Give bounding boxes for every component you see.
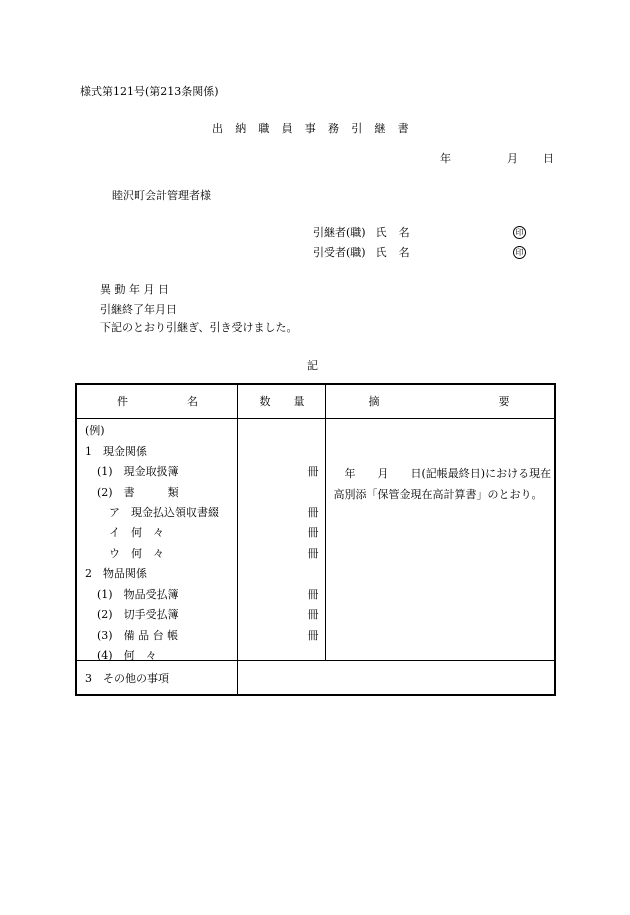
description-text: 年 月 日(記帳最終日)における現在高別添「保管金現在高計算書」のとおり。 bbox=[333, 467, 552, 501]
header-desc-b: 要 bbox=[498, 395, 510, 408]
receiver-role: 引受者(職) bbox=[313, 246, 366, 259]
unit-label: 冊 bbox=[307, 608, 319, 621]
table-row: 2 物品関係 bbox=[85, 567, 147, 580]
other-matters-value bbox=[237, 661, 555, 696]
header-desc-a: 摘 bbox=[368, 395, 380, 408]
transferor-name-label2: 名 bbox=[398, 226, 410, 239]
transferor-name-label: 氏 bbox=[375, 226, 387, 239]
unit-label: 冊 bbox=[307, 547, 319, 560]
unit-label: 冊 bbox=[307, 588, 319, 601]
receiver-seal-icon: 印 bbox=[513, 246, 526, 259]
end-date-label: 引継終了年月日 bbox=[100, 303, 177, 316]
header-qty-b: 量 bbox=[293, 395, 305, 408]
header-qty-a: 数 bbox=[259, 395, 271, 408]
other-matters-label: 3 その他の事項 bbox=[76, 661, 237, 696]
header-qty bbox=[237, 384, 325, 419]
addressee: 睦沢町会計管理者様 bbox=[112, 189, 211, 202]
transferor-seal-icon: 印 bbox=[513, 226, 526, 239]
form-number: 様式第121号(第213条関係) bbox=[80, 85, 219, 98]
table-header-row bbox=[76, 384, 555, 419]
header-item-a: 件 bbox=[117, 395, 128, 408]
statement: 下記のとおり引継ぎ、引き受けました。 bbox=[100, 321, 298, 334]
items-cell bbox=[76, 419, 237, 661]
receiver-row bbox=[313, 247, 410, 258]
table-row: (4) 何 々 bbox=[97, 649, 157, 662]
table-row: (3) 備 品 台 帳 bbox=[97, 629, 179, 642]
transferor-row bbox=[313, 227, 410, 238]
table-row: (2) 切手受払簿 bbox=[97, 608, 179, 621]
header-desc bbox=[325, 384, 555, 419]
table-row: イ 何 々 bbox=[109, 526, 164, 539]
document-title: 出納職員事務引継書 bbox=[212, 122, 421, 135]
unit-label: 冊 bbox=[307, 506, 319, 519]
description-cell bbox=[325, 419, 555, 661]
table-body-row bbox=[76, 419, 555, 661]
transfer-table bbox=[75, 383, 556, 696]
unit-label: 冊 bbox=[307, 465, 319, 478]
receiver-name-label: 氏 bbox=[375, 246, 387, 259]
table-row: ア 現金払込領収書綴 bbox=[109, 506, 219, 519]
table-row: (1) 物品受払簿 bbox=[97, 588, 179, 601]
table-row: 1 現金関係 bbox=[85, 445, 147, 458]
table-row: ウ 何 々 bbox=[109, 547, 164, 560]
transferor-role: 引継者(職) bbox=[313, 226, 366, 239]
change-date-label: 異 動 年 月 日 bbox=[100, 283, 169, 296]
date-day: 日 bbox=[543, 152, 554, 165]
unit-label: 冊 bbox=[307, 526, 319, 539]
header-item bbox=[76, 384, 237, 419]
date-month: 月 bbox=[507, 152, 518, 165]
example-label: (例) bbox=[85, 424, 105, 437]
header-item-b: 名 bbox=[187, 395, 198, 408]
other-matters-row bbox=[76, 661, 555, 696]
receiver-name-label2: 名 bbox=[398, 246, 410, 259]
qty-cell bbox=[237, 419, 325, 661]
date-line bbox=[440, 153, 554, 164]
ki-heading: 記 bbox=[307, 359, 318, 372]
unit-label: 冊 bbox=[307, 629, 319, 642]
table-row: (2) 書 類 bbox=[97, 486, 179, 499]
date-year: 年 bbox=[440, 152, 451, 165]
table-row: (1) 現金取扱簿 bbox=[97, 465, 179, 478]
